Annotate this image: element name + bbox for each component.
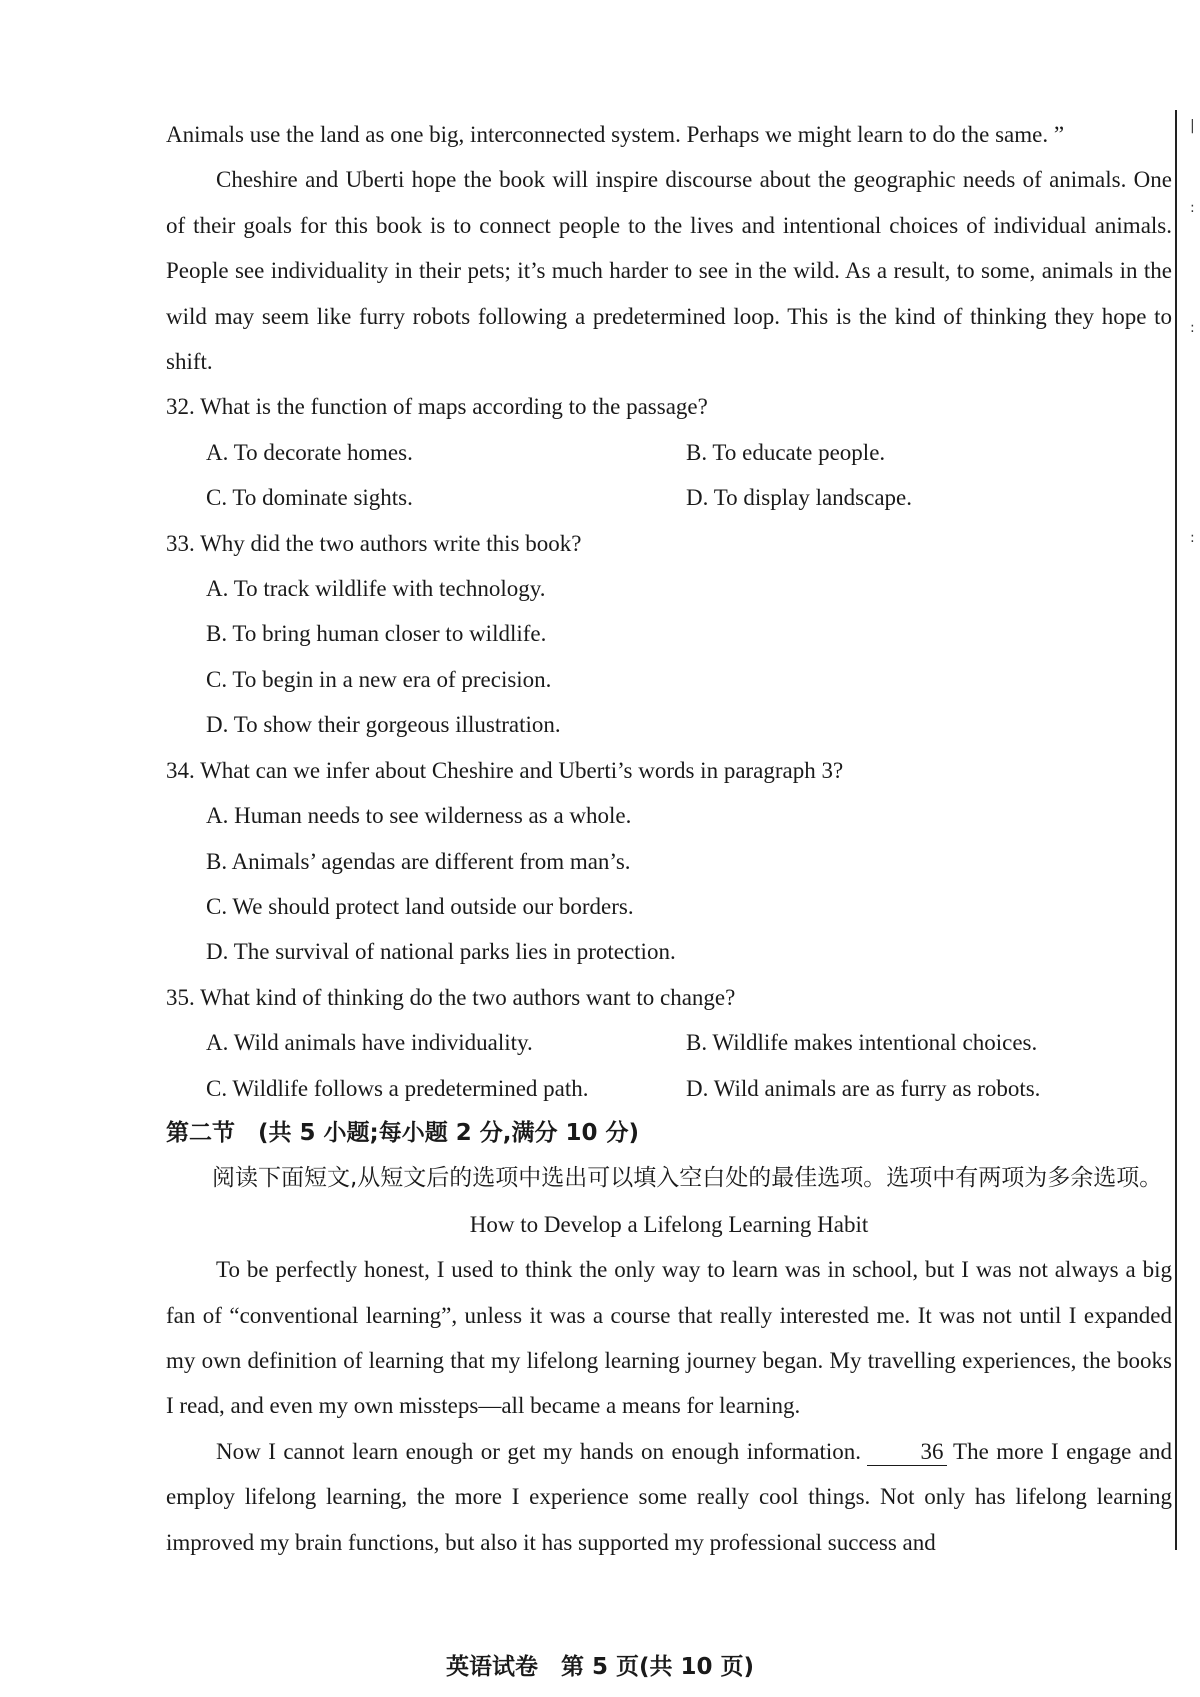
text-before-blank: Now I cannot learn enough or get my hands on enough information. bbox=[216, 1438, 862, 1464]
option-a[interactable]: A. To decorate homes. bbox=[206, 439, 413, 465]
margin-mark: : bbox=[1190, 530, 1195, 546]
option-c[interactable]: C. We should protect land outside our borders. bbox=[206, 893, 634, 919]
option-row bbox=[166, 1020, 1172, 1065]
section-heading: 第二节 (共 5 小题;每小题 2 分,满分 10 分) bbox=[166, 1119, 640, 1146]
option-d[interactable]: D. To show their gorgeous illustration. bbox=[206, 712, 561, 738]
option-row bbox=[166, 430, 1172, 475]
question-32 bbox=[166, 384, 1172, 520]
margin-mark: : bbox=[1190, 320, 1195, 336]
main-content bbox=[166, 112, 1172, 1565]
option-b[interactable]: B. Animals’ agendas are different from man’s. bbox=[206, 848, 631, 874]
question-stem: 33. Why did the two authors write this book? bbox=[166, 530, 582, 556]
option-a[interactable]: A. Human needs to see wilderness as a whole. bbox=[206, 803, 632, 829]
question-stem: 35. What kind of thinking do the two authors want to change? bbox=[166, 984, 736, 1010]
margin-mark: : bbox=[1190, 200, 1195, 216]
question-35 bbox=[166, 975, 1172, 1111]
question-stem: 34. What can we infer about Cheshire and Uberti’s words in paragraph 3? bbox=[166, 757, 844, 783]
passage-continuation: Animals use the land as one big, interconnected system. Perhaps we might learn to do the same. ” bbox=[166, 122, 1065, 147]
page-footer: 英语试卷 第 5 页(共 10 页) bbox=[445, 1654, 755, 1680]
option-b[interactable]: B. To bring human closer to wildlife. bbox=[206, 621, 547, 647]
passage-paragraph: To be perfectly honest, I used to think the only way to learn was in school, but I was not always a big fan of “conventional learning”, unless it was a course that really interested me. It was not until I expanded my own definition of learning that my lifelong learning journey began. My travelling experiences, the books I read, and even my own missteps—all became a means for learning. bbox=[166, 1257, 1172, 1419]
option-a[interactable]: A. Wild animals have individuality. bbox=[206, 1030, 533, 1056]
option-c[interactable]: C. To dominate sights. bbox=[206, 485, 413, 511]
text-after-blank: The more I engage and employ lifelong learning, the more I experience some really cool things. Not only has lifelong learning improved my brain functions, but also it has supported my professional success and bbox=[166, 1438, 1172, 1555]
blank-36[interactable]: 36 bbox=[867, 1439, 947, 1466]
passage-paragraph: Cheshire and Uberti hope the book will inspire discourse about the geographic needs of animals. One of their goals for this book is to connect people to the lives and intentional choices of individual animals. People see individuality in their pets; it’s much harder to see in the wild. As a result, to some, animals in the wild may seem like furry robots following a predetermined loop. This is the kind of thinking they hope to shift. bbox=[166, 167, 1172, 375]
question-34 bbox=[166, 748, 1172, 975]
option-b[interactable]: B. To educate people. bbox=[686, 439, 886, 465]
option-d[interactable]: D. To display landscape. bbox=[686, 485, 913, 511]
section-instruction: 阅读下面短文,从短文后的选项中选出可以填入空白处的最佳选项。选项中有两项为多余选项。 bbox=[212, 1165, 1163, 1192]
binding-margin-line bbox=[1175, 110, 1177, 1550]
option-d[interactable]: D. Wild animals are as furry as robots. bbox=[686, 1075, 1041, 1101]
question-stem: 32. What is the function of maps according to the passage? bbox=[166, 394, 708, 420]
passage-title: How to Develop a Lifelong Learning Habit bbox=[469, 1211, 869, 1237]
margin-mark: | bbox=[1190, 118, 1195, 134]
option-c[interactable]: C. Wildlife follows a predetermined path. bbox=[206, 1075, 589, 1101]
option-a[interactable]: A. To track wildlife with technology. bbox=[206, 576, 546, 602]
question-33 bbox=[166, 521, 1172, 748]
option-row bbox=[166, 475, 1172, 520]
option-row bbox=[166, 1066, 1172, 1111]
option-b[interactable]: B. Wildlife makes intentional choices. bbox=[686, 1030, 1038, 1056]
passage-paragraph-with-blank bbox=[166, 1429, 1172, 1565]
option-d[interactable]: D. The survival of national parks lies in protection. bbox=[206, 939, 676, 965]
option-c[interactable]: C. To begin in a new era of precision. bbox=[206, 666, 552, 692]
